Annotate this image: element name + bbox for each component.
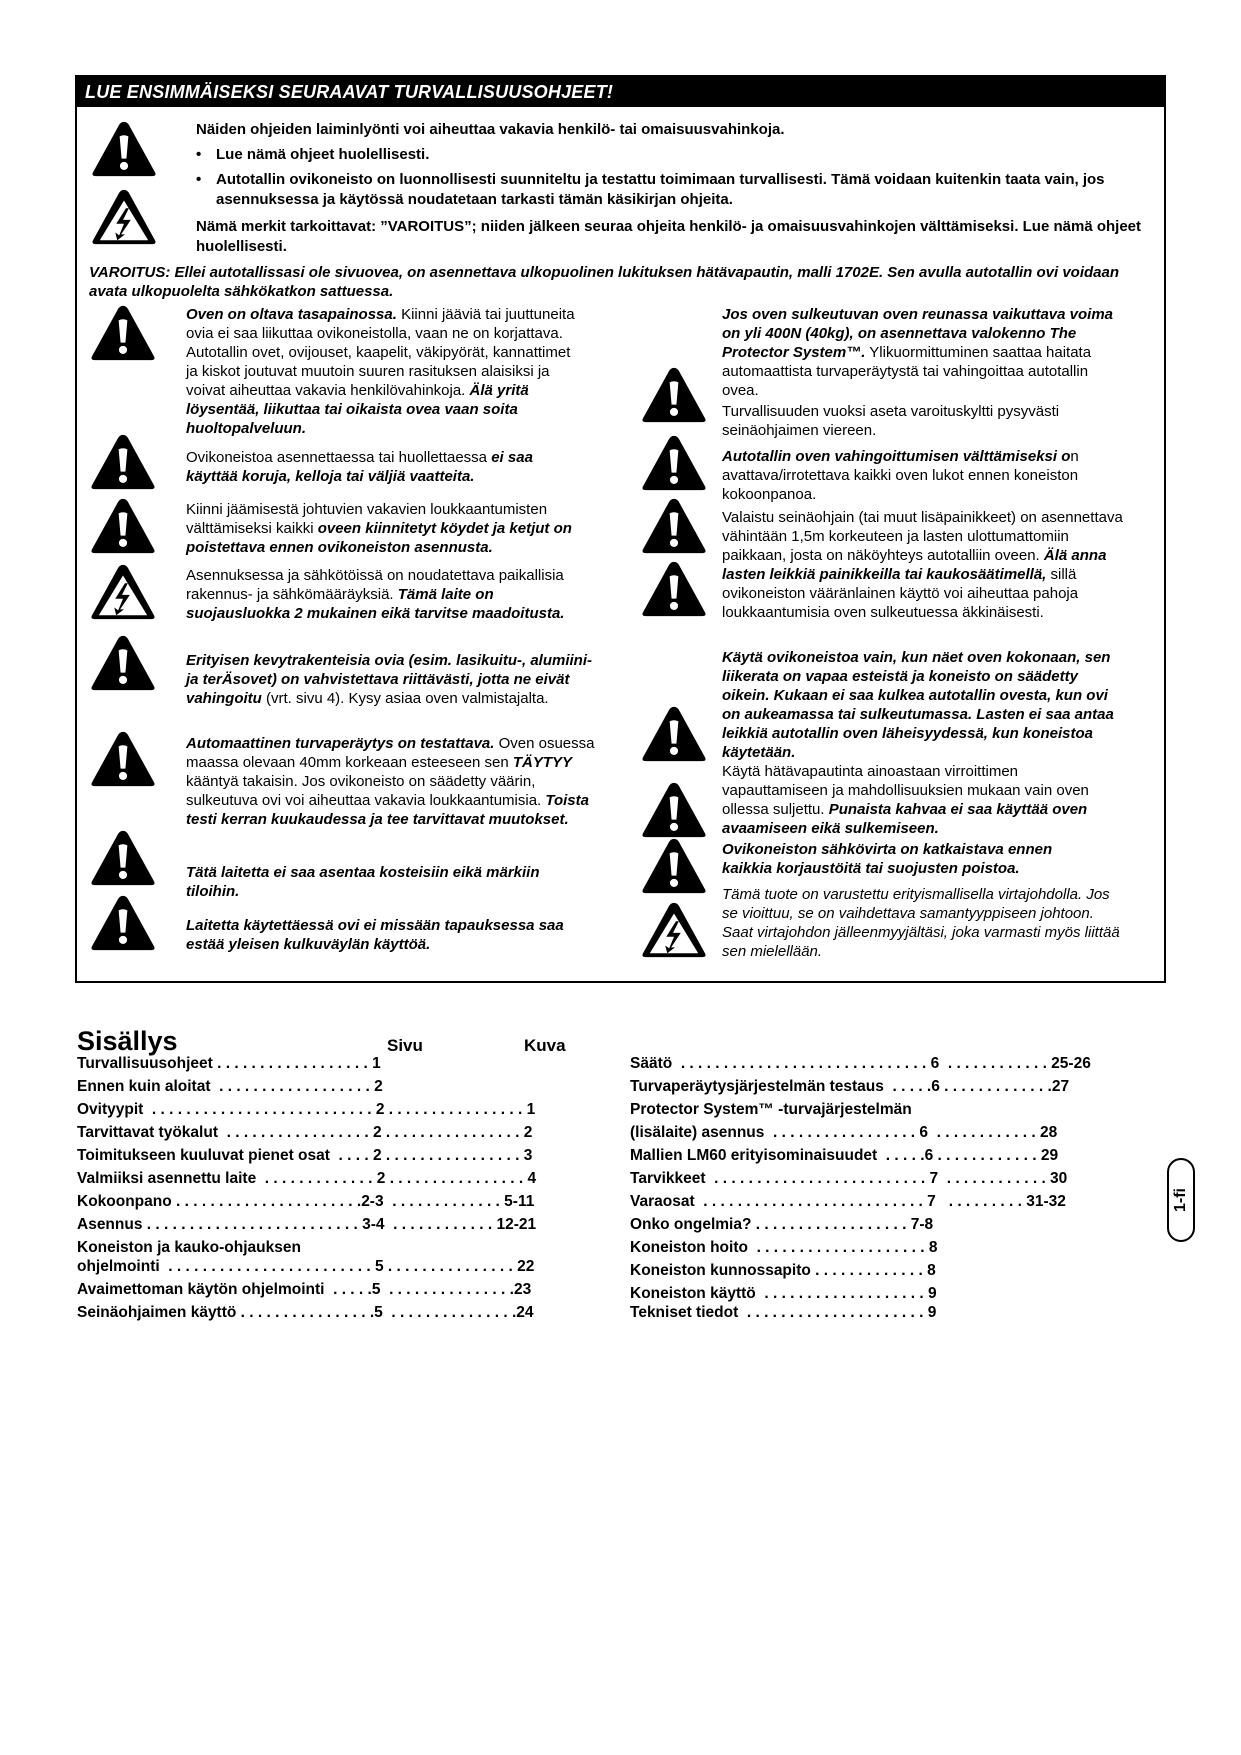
right-note-protector-system: Jos oven sulkeutuvan oven reunassa vaikuttava voima on yli 400N (40kg), on asennettava valokenno The Protector System™. Ylikuormittuminen saattaa haitata automaattista turvaperäytystä tai vahingoittaa autotallin ovea. bbox=[722, 306, 1113, 399]
right-note-power-off: Ovikoneiston sähkövirta on katkaistava ennen kaikkia korjaustöitä tai suojusten poistoa. bbox=[722, 841, 1053, 877]
left-note-ropes: Kiinni jäämisestä johtuvien vakavien loukkaantumisten välttämiseksi kaikki oveen kiinnitetyt köydet ja ketjut on poistettava ennen ovikoneiston asennusta. bbox=[186, 501, 572, 556]
toc-entry[interactable]: Koneiston kunnossapito . . . . . . . . . . . . . 8 bbox=[630, 1262, 936, 1279]
toc-entry[interactable]: Seinäohjaimen käyttö . . . . . . . . . . . . . . . .5 . . . . . . . . . . . . . . .24 bbox=[77, 1304, 534, 1321]
warning-exclamation-icon bbox=[640, 704, 708, 764]
warning-exclamation-icon bbox=[89, 496, 157, 556]
warning-exclamation-icon bbox=[90, 119, 158, 179]
toc-entry[interactable]: Onko ongelmia? . . . . . . . . . . . . . . . . . . 7-8 bbox=[630, 1216, 934, 1233]
toc-entry[interactable]: Koneiston ja kauko-ohjauksen bbox=[77, 1239, 301, 1256]
toc-entry[interactable]: Protector System™ -turvajärjestelmän bbox=[630, 1101, 912, 1118]
right-note-operate-visible: Käytä ovikoneistoa vain, kun näet oven kokonaan, sen liikerata on vapaa esteistä ja koneisto on säädetty oikein. Kukaan ei saa kulkea autotallin ovesta, kun ovi on aukeamassa tai sulkeutumassa. Lasten ei saa antaa leikkiä autotallin oven läheisyydessä, kun koneistoa käytetään. bbox=[722, 649, 1114, 761]
toc-entry[interactable]: ohjelmointi . . . . . . . . . . . . . . . . . . . . . . . . 5 . . . . . . . . . . . . . . . 22 bbox=[77, 1258, 535, 1275]
left-note-auto-reverse: Automaattinen turvaperäytys on testattava. Oven osuessa maassa olevaan 40mm korkeaan esteeseen sen TÄYTYY kääntyä takaisin. Jos ovikoneisto on säädetty väärin, sulkeutuva ovi voi aiheuttaa vakavia loukkaantumisia. Toista testi kerran kuukaudessa ja tee tarvittavat muutokset. bbox=[186, 735, 595, 828]
bullet-read-instructions: • Lue nämä ohjeet huolellisesti. bbox=[196, 146, 430, 163]
toc-title: Sisällys bbox=[77, 1026, 178, 1056]
toc-entry[interactable]: Turvallisuusohjeet . . . . . . . . . . . . . . . . . . 1 bbox=[77, 1055, 381, 1072]
warning-exclamation-icon bbox=[89, 729, 157, 789]
safety-instructions-box bbox=[75, 75, 1166, 983]
toc-entry[interactable]: Säätö . . . . . . . . . . . . . . . . . . . . . . . . . . . . . 6 . . . . . . . . . . . . 25-26 bbox=[630, 1055, 1091, 1072]
electric-shock-icon bbox=[89, 562, 157, 622]
warning-exclamation-icon bbox=[640, 365, 708, 425]
toc-entry[interactable]: Mallien LM60 erityisominaisuudet . . . . .6 . . . . . . . . . . . . 29 bbox=[630, 1147, 1059, 1164]
safety-header: LUE ENSIMMÄISEKSI SEURAAVAT TURVALLISUUSOHJEET! bbox=[77, 77, 1164, 107]
warning-exclamation-icon bbox=[640, 836, 708, 896]
warning-exclamation-icon bbox=[89, 432, 157, 492]
warning-exclamation-icon bbox=[89, 633, 157, 693]
warning-exclamation-icon bbox=[89, 828, 157, 888]
right-note-emergency-release: Käytä hätävapautinta ainoastaan virroittimen vapauttamiseen ja mahdollisuuksien mukaan vain oven ollessa suljettu. Punaista kahvaa ei saa käyttää oven avaamiseen eikä sulkemiseen. bbox=[722, 763, 1089, 837]
bullet-designed-safe: • Autotallin ovikoneisto on luonnollisesti suunniteltu ja testattu toimimaan turvallisesti. Tämä voidaan kuitenkin taata vain, jos asennuksessa ja käytössä noudatetaan tarkasti tämän käsikirjan ohjeita. bbox=[196, 171, 1105, 208]
toc-entry[interactable]: Koneiston hoito . . . . . . . . . . . . . . . . . . . . 8 bbox=[630, 1239, 938, 1256]
left-note-door-balance: Oven on oltava tasapainossa. Kiinni jääviä tai juuttuneita ovia ei saa liikuttaa ovikoneistolla, vaan ne on korjattava. Autotallin ovet, ovijouset, kaapelit, väkipyörät, kannattimet ja kiskot joutuvat muutoin suuren rasituksen alaisiksi ja voivat aiheuttaa vakavia henkilövahinkoja. Älä yritä löysentää, liikuttaa tai oikaista ovea vaan soita huoltopalveluun. bbox=[186, 306, 575, 437]
intro-text: Näiden ohjeiden laiminlyönti voi aiheuttaa vakavia henkilö- tai omaisuusvahinkoja. bbox=[196, 121, 785, 138]
left-note-lightweight-doors: Erityisen kevytrakenteisia ovia (esim. lasikuitu-, alumiini- ja terÄsovet) on vahvistettava riittävästi, jotta ne eivät vahingoitu (vrt. sivu 4). Kysy asiaa oven valmistajalta. bbox=[186, 652, 592, 707]
warning-exclamation-icon bbox=[640, 433, 708, 493]
right-note-power-cord: Tämä tuote on varustettu erityismallisella virtajohdolla. Jos se vioittuu, se on vaihdettava samantyyppiseen johtoon. Saat virtajohdon jälleenmyyjältäsi, joka varmasti myös liittää sen mielellään. bbox=[722, 886, 1120, 960]
varoitus-note: VAROITUS: Ellei autotallissasi ole sivuovea, on asennettava ulkopuolinen lukituksen hätävapautin, malli 1702E. Sen avulla autotallin ovi voidaan avata ulkopuolelta sähkökatkon sattuessa. bbox=[89, 264, 1120, 300]
toc-entry[interactable]: Koneiston käyttö . . . . . . . . . . . . . . . . . . . 9 bbox=[630, 1285, 937, 1302]
warning-exclamation-icon bbox=[89, 893, 157, 953]
toc-entry[interactable]: Tarvittavat työkalut . . . . . . . . . . . . . . . . . 2 . . . . . . . . . . . . . . . . 2 bbox=[77, 1124, 533, 1141]
toc-entry[interactable]: (lisälaite) asennus . . . . . . . . . . . . . . . . . 6 . . . . . . . . . . . . 28 bbox=[630, 1124, 1058, 1141]
toc-entry[interactable]: Tekniset tiedot . . . . . . . . . . . . . . . . . . . . . 9 bbox=[630, 1304, 937, 1321]
electric-shock-icon bbox=[640, 900, 708, 960]
toc-col-page: Sivu bbox=[387, 1036, 423, 1055]
toc-entry[interactable]: Tarvikkeet . . . . . . . . . . . . . . . . . . . . . . . . . 7 . . . . . . . . . . . . 30 bbox=[630, 1170, 1068, 1187]
warning-exclamation-icon bbox=[89, 303, 157, 363]
toc-entry[interactable]: Asennus . . . . . . . . . . . . . . . . . . . . . . . . . 3-4 . . . . . . . . . . . . 12-21 bbox=[77, 1216, 537, 1233]
toc-entry[interactable]: Kokoonpano . . . . . . . . . . . . . . . . . . . . . .2-3 . . . . . . . . . . . . . 5-11 bbox=[77, 1193, 535, 1210]
warning-exclamation-icon bbox=[640, 496, 708, 556]
left-note-jewelry: Ovikoneistoa asennettaessa tai huollettaessa ei saa käyttää koruja, kelloja tai väljiä vaatteita. bbox=[186, 449, 533, 485]
toc-col-figure: Kuva bbox=[524, 1036, 566, 1055]
left-note-electrical: Asennuksessa ja sähkötöissä on noudatettava paikallisia rakennus- ja sähkömääräyksiä. Tämä laite on suojausluokka 2 mukainen eikä tarvitse maadoitusta. bbox=[186, 567, 565, 622]
right-note-wall-control: Valaistu seinäohjain (tai muut lisäpainikkeet) on asennettava vähintään 1,5m korkeuteen ja lasten ulottumattomiin paikkaan, josta on näköyhteys autotalliin oveen. Älä anna lasten leikkiä painikkeilla tai kaukosäätimellä, sillä ovikoneiston vääränlainen käyttö voi aiheuttaa pahoja loukkaantumisia oven sulkeutuessa äkkinäisesti. bbox=[722, 509, 1123, 621]
toc-entry[interactable]: Turvaperäytysjärjestelmän testaus . . . . .6 . . . . . . . . . . . . .27 bbox=[630, 1078, 1070, 1095]
page-number: 1-fi bbox=[1172, 1188, 1189, 1212]
marks-explanation: Nämä merkit tarkoittavat: ”VAROITUS”; niiden jälkeen seuraa ohjeita henkilö- ja omaisuusvahinkojen välttämiseksi. Lue nämä ohjeet huolellisesti. bbox=[196, 218, 1142, 255]
warning-exclamation-icon bbox=[640, 559, 708, 619]
warning-exclamation-icon bbox=[640, 780, 708, 840]
left-note-damp-rooms: Tätä laitetta ei saa asentaa kosteisiin eikä märkiin tiloihin. bbox=[186, 864, 540, 900]
toc-entry[interactable]: Toimitukseen kuuluvat pienet osat . . . . 2 . . . . . . . . . . . . . . . . 3 bbox=[77, 1147, 533, 1164]
toc-entry[interactable]: Ennen kuin aloitat . . . . . . . . . . . . . . . . . . 2 bbox=[77, 1078, 383, 1095]
left-note-public-passage: Laitetta käytettäessä ovi ei missään tapauksessa saa estää yleisen kulkuväylän käyttöä. bbox=[186, 917, 564, 953]
toc-entry[interactable]: Ovityypit . . . . . . . . . . . . . . . . . . . . . . . . . . 2 . . . . . . . . . . . . . . . . 1 bbox=[77, 1101, 536, 1118]
toc-entry[interactable]: Valmiiksi asennettu laite . . . . . . . . . . . . . 2 . . . . . . . . . . . . . . . . 4 bbox=[77, 1170, 537, 1187]
right-note-door-locks: Autotallin oven vahingoittumisen välttämiseksi on avattava/irrotettava kaikki oven lukot ennen koneiston kokoonpanoa. bbox=[722, 448, 1079, 503]
toc-entry[interactable]: Avaimettoman käytön ohjelmointi . . . . .5 . . . . . . . . . . . . . . .23 bbox=[77, 1281, 532, 1298]
electric-shock-icon bbox=[90, 187, 158, 247]
page-number-tag bbox=[1167, 1158, 1195, 1242]
right-note-warning-sign: Turvallisuuden vuoksi aseta varoituskyltti pysyvästi seinäohjaimen viereen. bbox=[722, 403, 1060, 439]
toc-entry[interactable]: Varaosat . . . . . . . . . . . . . . . . . . . . . . . . . . 7 . . . . . . . . . 31-32 bbox=[630, 1193, 1066, 1210]
